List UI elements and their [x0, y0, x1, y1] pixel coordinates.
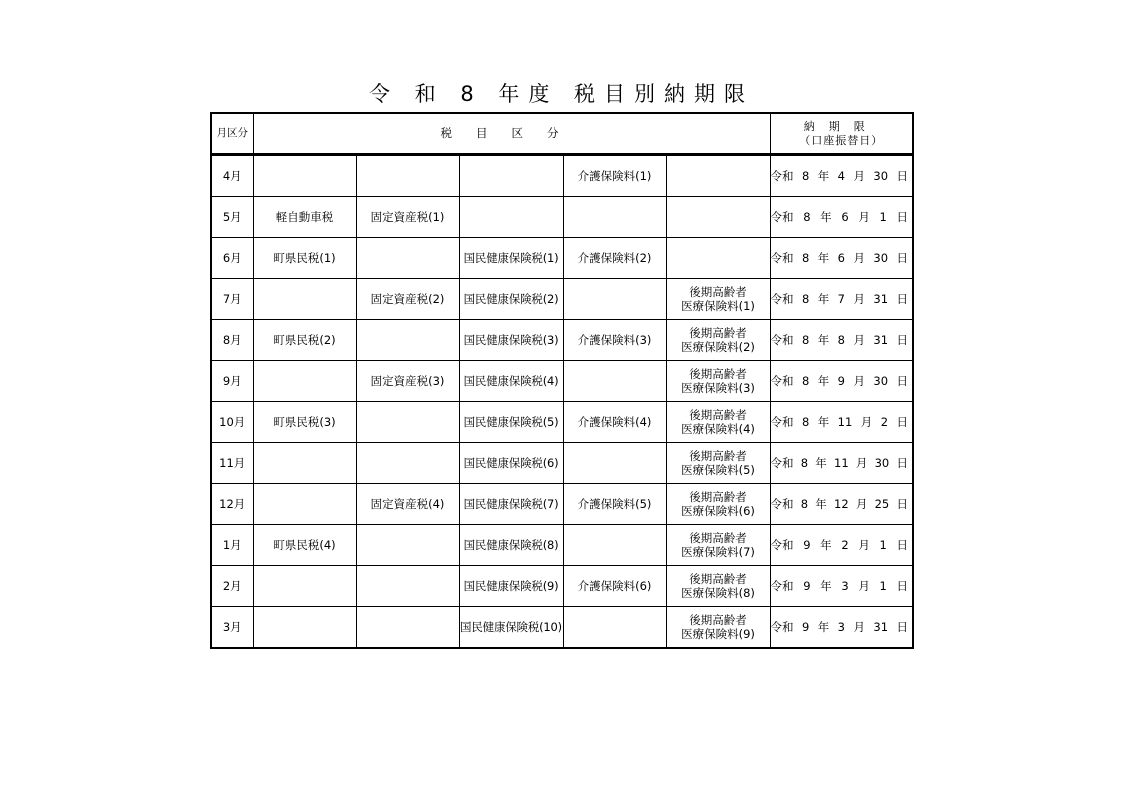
due-date-y: 8	[801, 373, 810, 388]
resident-auto-tax-cell	[253, 566, 356, 607]
due-date-cell	[770, 197, 913, 238]
due-date-dl: 日	[896, 332, 908, 347]
due-date-m: 11	[837, 414, 853, 429]
elderly-medical-line2: 医療保険料(6)	[681, 504, 755, 518]
due-date-yl: 年	[817, 414, 830, 429]
due-date-yl: 年	[820, 578, 832, 593]
due-date-d: 31	[873, 332, 889, 347]
elderly-medical-line1: 後期高齢者	[689, 407, 747, 422]
care-insurance-cell: 介護保険料(5)	[563, 484, 666, 525]
due-date-m: 12	[834, 496, 849, 511]
due-date-dl: 日	[896, 291, 908, 306]
property-tax-cell: 固定資産税(4)	[356, 484, 459, 525]
health-insurance-tax-cell: 国民健康保険税(9)	[459, 566, 563, 607]
due-date-y: 9	[801, 619, 810, 634]
due-date-dl: 日	[896, 168, 908, 183]
elderly-medical-cell	[666, 607, 770, 649]
header-category: 税目区分	[253, 113, 770, 155]
due-date-dl: 日	[896, 250, 908, 265]
care-insurance-cell: 介護保険料(6)	[563, 566, 666, 607]
elderly-medical-cell	[666, 361, 770, 402]
resident-auto-tax-cell	[253, 155, 356, 197]
table-row	[211, 402, 913, 443]
due-date-ml: 月	[853, 619, 865, 634]
property-tax-cell	[356, 566, 459, 607]
resident-auto-tax-cell	[253, 443, 356, 484]
due-date-ml: 月	[853, 332, 865, 347]
due-date-m: 9	[837, 373, 845, 388]
due-date-m: 11	[834, 455, 849, 470]
month-cell: 11月	[211, 443, 253, 484]
due-date-m: 4	[837, 168, 845, 183]
elderly-medical-cell	[666, 197, 770, 238]
month-cell: 1月	[211, 525, 253, 566]
due-date-cell	[770, 484, 913, 525]
due-date-era: 令和	[770, 414, 794, 429]
due-date-yl: 年	[817, 250, 830, 265]
due-date-y: 8	[800, 455, 809, 470]
due-date-yl: 年	[815, 455, 827, 470]
due-date-ml: 月	[853, 291, 865, 306]
elderly-medical-line1: 後期高齢者	[689, 284, 747, 299]
due-date-y: 8	[801, 168, 810, 183]
elderly-medical-line2: 医療保険料(7)	[681, 545, 755, 559]
table-row	[211, 279, 913, 320]
due-date-ml: 月	[855, 455, 868, 470]
month-cell: 2月	[211, 566, 253, 607]
elderly-medical-line1: 後期高齢者	[689, 325, 747, 340]
due-date-era: 令和	[770, 373, 794, 388]
elderly-medical-line1: 後期高齢者	[689, 489, 747, 504]
due-date-m: 8	[837, 332, 845, 347]
care-insurance-cell: 介護保険料(1)	[563, 155, 666, 197]
due-date-d: 31	[873, 619, 889, 634]
due-date-m: 6	[841, 209, 849, 224]
property-tax-cell	[356, 607, 459, 649]
table-row	[211, 155, 913, 197]
care-insurance-cell	[563, 607, 666, 649]
elderly-medical-cell	[666, 279, 770, 320]
table-row	[211, 484, 913, 525]
due-date-yl: 年	[817, 291, 830, 306]
due-date-d: 30	[873, 373, 889, 388]
property-tax-cell: 固定資産税(3)	[356, 361, 459, 402]
month-cell: 3月	[211, 607, 253, 649]
care-insurance-cell	[563, 361, 666, 402]
due-date-dl: 日	[896, 496, 908, 511]
property-tax-cell	[356, 402, 459, 443]
due-date-era: 令和	[770, 332, 794, 347]
due-date-y: 8	[801, 291, 810, 306]
health-insurance-tax-cell: 国民健康保険税(1)	[459, 238, 563, 279]
month-cell: 9月	[211, 361, 253, 402]
due-date-d: 30	[873, 168, 889, 183]
elderly-medical-line1: 後期高齢者	[689, 612, 747, 627]
table-row	[211, 443, 913, 484]
property-tax-cell	[356, 443, 459, 484]
table-row	[211, 361, 913, 402]
property-tax-cell	[356, 320, 459, 361]
due-date-cell	[770, 566, 913, 607]
due-date-era: 令和	[770, 209, 794, 224]
elderly-medical-cell	[666, 320, 770, 361]
header-due	[770, 113, 913, 155]
due-date-era: 令和	[770, 496, 794, 511]
due-date-y: 8	[801, 250, 810, 265]
elderly-medical-line2: 医療保険料(5)	[681, 463, 755, 477]
due-date-yl: 年	[815, 496, 827, 511]
month-cell: 12月	[211, 484, 253, 525]
property-tax-cell: 固定資産税(2)	[356, 279, 459, 320]
due-date-era: 令和	[770, 537, 794, 552]
elderly-medical-line2: 医療保険料(2)	[681, 340, 755, 354]
table-row	[211, 607, 913, 649]
elderly-medical-cell	[666, 155, 770, 197]
resident-auto-tax-cell	[253, 484, 356, 525]
due-date-dl: 日	[896, 537, 908, 552]
due-date-era: 令和	[770, 619, 794, 634]
due-date-dl: 日	[896, 414, 908, 429]
due-date-m: 3	[837, 619, 845, 634]
due-date-d: 1	[879, 578, 887, 593]
month-cell: 6月	[211, 238, 253, 279]
page-title: 令 和 8 年度 税目別納期限	[368, 82, 755, 106]
table-row	[211, 197, 913, 238]
care-insurance-cell: 介護保険料(2)	[563, 238, 666, 279]
due-date-dl: 日	[896, 578, 908, 593]
due-date-dl: 日	[896, 209, 908, 224]
resident-auto-tax-cell	[253, 607, 356, 649]
due-date-cell	[770, 279, 913, 320]
health-insurance-tax-cell: 国民健康保険税(4)	[459, 361, 563, 402]
care-insurance-cell	[563, 443, 666, 484]
due-date-ml: 月	[853, 168, 865, 183]
table-row	[211, 566, 913, 607]
elderly-medical-cell	[666, 402, 770, 443]
month-cell: 10月	[211, 402, 253, 443]
resident-auto-tax-cell	[253, 361, 356, 402]
header-due-sublabel: （口座振替日）	[799, 133, 884, 147]
due-date-yl: 年	[817, 619, 830, 634]
month-cell: 8月	[211, 320, 253, 361]
due-date-y: 9	[803, 578, 811, 593]
due-date-d: 30	[873, 250, 889, 265]
due-date-ml: 月	[858, 578, 870, 593]
elderly-medical-cell	[666, 238, 770, 279]
elderly-medical-line1: 後期高齢者	[689, 571, 747, 586]
table-row	[211, 525, 913, 566]
due-date-y: 9	[803, 537, 811, 552]
header-due-label: 納期限	[803, 119, 879, 133]
due-date-cell	[770, 238, 913, 279]
due-date-m: 6	[837, 250, 845, 265]
due-date-era: 令和	[770, 291, 794, 306]
elderly-medical-cell	[666, 443, 770, 484]
due-date-ml: 月	[858, 537, 870, 552]
due-date-d: 30	[874, 455, 890, 470]
due-date-yl: 年	[820, 209, 832, 224]
due-date-d: 2	[880, 414, 889, 429]
elderly-medical-line2: 医療保険料(8)	[681, 586, 755, 600]
due-date-y: 8	[803, 209, 811, 224]
elderly-medical-line2: 医療保険料(3)	[681, 381, 755, 395]
due-date-era: 令和	[770, 168, 794, 183]
property-tax-cell	[356, 525, 459, 566]
property-tax-cell: 固定資産税(1)	[356, 197, 459, 238]
tax-schedule-table	[210, 112, 914, 649]
due-date-cell	[770, 607, 913, 649]
due-date-cell	[770, 155, 913, 197]
health-insurance-tax-cell: 国民健康保険税(8)	[459, 525, 563, 566]
due-date-ml: 月	[853, 250, 865, 265]
header-row	[211, 113, 913, 155]
due-date-dl: 日	[896, 373, 908, 388]
due-date-cell	[770, 320, 913, 361]
due-date-yl: 年	[817, 373, 830, 388]
elderly-medical-cell	[666, 484, 770, 525]
health-insurance-tax-cell	[459, 155, 563, 197]
resident-auto-tax-cell: 町県民税(2)	[253, 320, 356, 361]
care-insurance-cell: 介護保険料(4)	[563, 402, 666, 443]
elderly-medical-line1: 後期高齢者	[689, 448, 747, 463]
due-date-yl: 年	[820, 537, 832, 552]
health-insurance-tax-cell: 国民健康保険税(3)	[459, 320, 563, 361]
due-date-d: 1	[879, 209, 887, 224]
health-insurance-tax-cell: 国民健康保険税(7)	[459, 484, 563, 525]
table-row	[211, 238, 913, 279]
due-date-ml: 月	[860, 414, 873, 429]
elderly-medical-line2: 医療保険料(4)	[681, 422, 755, 436]
due-date-d: 31	[873, 291, 889, 306]
due-date-m: 7	[837, 291, 845, 306]
property-tax-cell	[356, 238, 459, 279]
health-insurance-tax-cell: 国民健康保険税(10)	[459, 607, 563, 649]
due-date-m: 2	[841, 537, 849, 552]
health-insurance-tax-cell	[459, 197, 563, 238]
due-date-m: 3	[841, 578, 849, 593]
due-date-d: 25	[874, 496, 890, 511]
due-date-ml: 月	[855, 496, 868, 511]
due-date-cell	[770, 361, 913, 402]
health-insurance-tax-cell: 国民健康保険税(5)	[459, 402, 563, 443]
due-date-y: 8	[801, 414, 810, 429]
resident-auto-tax-cell	[253, 279, 356, 320]
elderly-medical-cell	[666, 566, 770, 607]
resident-auto-tax-cell: 町県民税(4)	[253, 525, 356, 566]
due-date-y: 8	[800, 496, 809, 511]
due-date-dl: 日	[896, 455, 908, 470]
care-insurance-cell: 介護保険料(3)	[563, 320, 666, 361]
due-date-d: 1	[879, 537, 887, 552]
due-date-yl: 年	[817, 332, 830, 347]
elderly-medical-line2: 医療保険料(1)	[681, 299, 755, 313]
due-date-era: 令和	[770, 250, 794, 265]
elderly-medical-cell	[666, 525, 770, 566]
resident-auto-tax-cell: 町県民税(1)	[253, 238, 356, 279]
care-insurance-cell	[563, 279, 666, 320]
care-insurance-cell	[563, 197, 666, 238]
due-date-yl: 年	[817, 168, 830, 183]
month-cell: 7月	[211, 279, 253, 320]
header-month: 月区分	[211, 113, 253, 155]
health-insurance-tax-cell: 国民健康保険税(2)	[459, 279, 563, 320]
property-tax-cell	[356, 155, 459, 197]
resident-auto-tax-cell: 軽自動車税	[253, 197, 356, 238]
due-date-ml: 月	[858, 209, 870, 224]
elderly-medical-line1: 後期高齢者	[689, 366, 747, 381]
due-date-y: 8	[801, 332, 810, 347]
elderly-medical-line1: 後期高齢者	[689, 530, 747, 545]
care-insurance-cell	[563, 525, 666, 566]
due-date-ml: 月	[853, 373, 865, 388]
due-date-dl: 日	[896, 619, 908, 634]
due-date-cell	[770, 402, 913, 443]
due-date-era: 令和	[770, 455, 794, 470]
month-cell: 4月	[211, 155, 253, 197]
health-insurance-tax-cell: 国民健康保険税(6)	[459, 443, 563, 484]
due-date-cell	[770, 443, 913, 484]
month-cell: 5月	[211, 197, 253, 238]
table-row	[211, 320, 913, 361]
elderly-medical-line2: 医療保険料(9)	[681, 627, 755, 641]
due-date-cell	[770, 525, 913, 566]
resident-auto-tax-cell: 町県民税(3)	[253, 402, 356, 443]
due-date-era: 令和	[770, 578, 794, 593]
